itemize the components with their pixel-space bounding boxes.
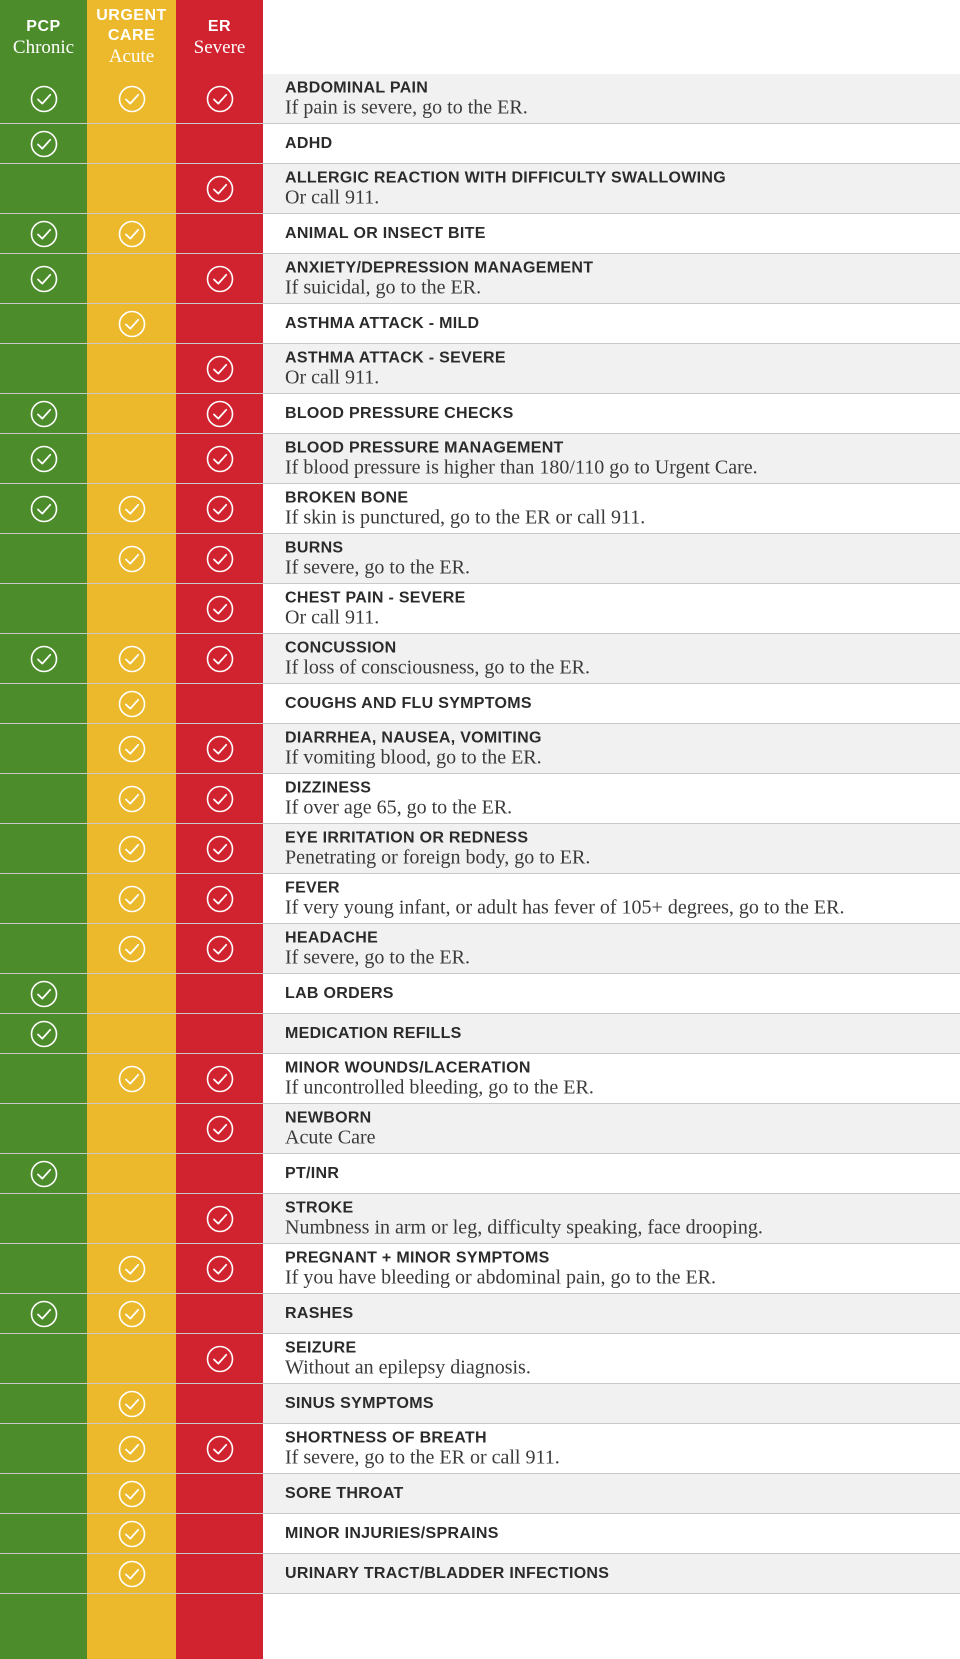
condition-row bbox=[0, 534, 960, 584]
er-cell bbox=[176, 874, 263, 923]
urgent-care-cell bbox=[87, 214, 176, 253]
urgent-care-cell bbox=[87, 634, 176, 683]
er-cell bbox=[176, 1554, 263, 1593]
pcp-cell bbox=[0, 394, 87, 433]
condition-row bbox=[0, 774, 960, 824]
condition-title: URINARY TRACT/BLADDER INFECTIONS bbox=[285, 1564, 610, 1582]
urgent-care-header-sub: Acute bbox=[108, 46, 155, 67]
pcp-check-circle-icon bbox=[30, 980, 58, 1008]
condition-text bbox=[285, 985, 940, 1003]
condition-row bbox=[0, 1334, 960, 1384]
condition-text bbox=[285, 225, 940, 243]
condition-row bbox=[0, 974, 960, 1014]
condition-row bbox=[0, 394, 960, 434]
urgent-care-check-circle-icon bbox=[118, 785, 146, 813]
condition-row bbox=[0, 584, 960, 634]
urgent-care-cell bbox=[87, 724, 176, 773]
condition-title: ANXIETY/DEPRESSION MANAGEMENT bbox=[285, 259, 594, 276]
urgent-care-cell bbox=[87, 344, 176, 393]
condition-title: RASHES bbox=[285, 1304, 354, 1322]
urgent-care-cell bbox=[87, 1514, 176, 1553]
urgent-care-check-circle-icon bbox=[118, 735, 146, 763]
pcp-cell bbox=[0, 1424, 87, 1473]
pcp-check-circle-icon bbox=[30, 400, 58, 428]
urgent-care-check-circle-icon bbox=[118, 645, 146, 673]
urgent-care-cell bbox=[87, 1554, 176, 1593]
condition-text bbox=[285, 1305, 940, 1323]
er-cell bbox=[176, 1294, 263, 1333]
condition-title: CHEST PAIN - SEVERE bbox=[285, 589, 466, 606]
er-cell bbox=[176, 1014, 263, 1053]
condition-text bbox=[285, 1199, 940, 1238]
condition-note: If very young infant, or adult has fever of 105+ degrees, go to the ER. bbox=[285, 896, 845, 918]
pcp-check-circle-icon bbox=[30, 1300, 58, 1328]
condition-note: Or call 911. bbox=[285, 366, 380, 388]
urgent-care-cell bbox=[87, 1384, 176, 1423]
pcp-cell bbox=[0, 1244, 87, 1293]
pcp-cell bbox=[0, 254, 87, 303]
condition-text bbox=[285, 929, 940, 968]
urgent-care-check-circle-icon bbox=[118, 1520, 146, 1548]
pcp-cell bbox=[0, 214, 87, 253]
pcp-cell bbox=[0, 74, 87, 123]
condition-row bbox=[0, 1104, 960, 1154]
condition-title: BROKEN BONE bbox=[285, 489, 409, 506]
condition-row bbox=[0, 1014, 960, 1054]
urgent-care-cell bbox=[87, 74, 176, 123]
condition-note: If suicidal, go to the ER. bbox=[285, 276, 482, 298]
condition-title: ASTHMA ATTACK - SEVERE bbox=[285, 349, 506, 366]
urgent-care-cell bbox=[87, 774, 176, 823]
er-check-circle-icon bbox=[206, 175, 234, 203]
pcp-cell bbox=[0, 484, 87, 533]
condition-row bbox=[0, 214, 960, 254]
condition-text bbox=[285, 829, 940, 868]
condition-text bbox=[285, 879, 940, 918]
pcp-header-name: PCP bbox=[26, 18, 61, 35]
condition-note: Numbness in arm or leg, difficulty speaking, face drooping. bbox=[285, 1216, 763, 1238]
pcp-cell bbox=[0, 774, 87, 823]
er-cell bbox=[176, 1154, 263, 1193]
condition-row bbox=[0, 924, 960, 974]
condition-text bbox=[285, 169, 940, 208]
condition-row bbox=[0, 634, 960, 684]
condition-text bbox=[285, 439, 940, 478]
condition-row bbox=[0, 434, 960, 484]
condition-row bbox=[0, 1244, 960, 1294]
er-check-circle-icon bbox=[206, 735, 234, 763]
condition-note: Without an epilepsy diagnosis. bbox=[285, 1356, 531, 1378]
condition-note: If over age 65, go to the ER. bbox=[285, 796, 513, 818]
urgent-care-cell bbox=[87, 394, 176, 433]
condition-row bbox=[0, 1054, 960, 1104]
condition-row bbox=[0, 1384, 960, 1424]
pcp-check-circle-icon bbox=[30, 1020, 58, 1048]
condition-note: If pain is severe, go to the ER. bbox=[285, 96, 528, 118]
condition-title: COUGHS AND FLU SYMPTOMS bbox=[285, 694, 532, 712]
pcp-check-circle-icon bbox=[30, 645, 58, 673]
condition-note: If severe, go to the ER. bbox=[285, 556, 470, 578]
urgent-care-check-circle-icon bbox=[118, 885, 146, 913]
pcp-cell bbox=[0, 584, 87, 633]
urgent-care-cell bbox=[87, 1424, 176, 1473]
urgent-care-check-circle-icon bbox=[118, 1255, 146, 1283]
pcp-cell bbox=[0, 634, 87, 683]
condition-row bbox=[0, 1474, 960, 1514]
er-cell bbox=[176, 534, 263, 583]
condition-row bbox=[0, 684, 960, 724]
er-check-circle-icon bbox=[206, 545, 234, 573]
condition-text bbox=[285, 1109, 940, 1148]
condition-row bbox=[0, 254, 960, 304]
urgent-care-header bbox=[87, 0, 176, 74]
pcp-cell bbox=[0, 1554, 87, 1593]
pcp-check-circle-icon bbox=[30, 130, 58, 158]
urgent-care-cell bbox=[87, 1054, 176, 1103]
er-cell bbox=[176, 924, 263, 973]
er-cell bbox=[176, 434, 263, 483]
condition-title: NEWBORN bbox=[285, 1109, 372, 1126]
condition-title: SHORTNESS OF BREATH bbox=[285, 1429, 487, 1446]
urgent-care-cell bbox=[87, 1194, 176, 1243]
condition-text bbox=[285, 589, 940, 628]
er-cell bbox=[176, 164, 263, 213]
er-check-circle-icon bbox=[206, 400, 234, 428]
pcp-cell bbox=[0, 1474, 87, 1513]
condition-note: If severe, go to the ER or call 911. bbox=[285, 1446, 560, 1468]
pcp-check-circle-icon bbox=[30, 495, 58, 523]
pcp-header-sub: Chronic bbox=[12, 37, 75, 58]
condition-title: FEVER bbox=[285, 879, 340, 896]
condition-title: BLOOD PRESSURE CHECKS bbox=[285, 404, 514, 422]
pcp-cell bbox=[0, 874, 87, 923]
er-cell bbox=[176, 124, 263, 163]
condition-text bbox=[285, 1565, 940, 1583]
urgent-care-cell bbox=[87, 484, 176, 533]
er-check-circle-icon bbox=[206, 355, 234, 383]
condition-title: MINOR INJURIES/SPRAINS bbox=[285, 1524, 499, 1542]
pcp-cell bbox=[0, 344, 87, 393]
pcp-check-circle-icon bbox=[30, 445, 58, 473]
er-cell bbox=[176, 1474, 263, 1513]
urgent-care-cell bbox=[87, 434, 176, 483]
condition-note: If uncontrolled bleeding, go to the ER. bbox=[285, 1076, 594, 1098]
urgent-care-cell bbox=[87, 1244, 176, 1293]
er-cell bbox=[176, 634, 263, 683]
condition-text bbox=[285, 1395, 940, 1413]
er-cell bbox=[176, 824, 263, 873]
condition-text bbox=[285, 1429, 940, 1468]
urgent-care-check-circle-icon bbox=[118, 310, 146, 338]
condition-row bbox=[0, 1514, 960, 1554]
condition-row bbox=[0, 164, 960, 214]
urgent-care-cell bbox=[87, 924, 176, 973]
condition-text bbox=[285, 1059, 940, 1098]
condition-text bbox=[285, 539, 940, 578]
er-check-circle-icon bbox=[206, 85, 234, 113]
pcp-cell bbox=[0, 1054, 87, 1103]
er-cell bbox=[176, 304, 263, 343]
condition-text bbox=[285, 639, 940, 678]
er-check-circle-icon bbox=[206, 1065, 234, 1093]
pcp-header bbox=[0, 0, 87, 74]
pcp-cell bbox=[0, 724, 87, 773]
er-check-circle-icon bbox=[206, 885, 234, 913]
urgent-care-check-circle-icon bbox=[118, 545, 146, 573]
urgent-care-cell bbox=[87, 164, 176, 213]
urgent-care-check-circle-icon bbox=[118, 690, 146, 718]
urgent-care-check-circle-icon bbox=[118, 1480, 146, 1508]
pcp-cell bbox=[0, 534, 87, 583]
er-cell bbox=[176, 1054, 263, 1103]
condition-row bbox=[0, 1154, 960, 1194]
urgent-care-cell bbox=[87, 534, 176, 583]
pcp-cell bbox=[0, 434, 87, 483]
urgent-care-cell bbox=[87, 1104, 176, 1153]
pcp-cell bbox=[0, 974, 87, 1013]
condition-text bbox=[285, 79, 940, 118]
er-cell bbox=[176, 344, 263, 393]
condition-text bbox=[285, 259, 940, 298]
urgent-care-cell bbox=[87, 1154, 176, 1193]
condition-title: BLOOD PRESSURE MANAGEMENT bbox=[285, 439, 564, 456]
er-check-circle-icon bbox=[206, 1115, 234, 1143]
er-check-circle-icon bbox=[206, 445, 234, 473]
pcp-cell bbox=[0, 1014, 87, 1053]
er-check-circle-icon bbox=[206, 785, 234, 813]
pcp-cell bbox=[0, 124, 87, 163]
er-cell bbox=[176, 1424, 263, 1473]
urgent-care-check-circle-icon bbox=[118, 1390, 146, 1418]
condition-row bbox=[0, 1294, 960, 1334]
urgent-care-check-circle-icon bbox=[118, 1435, 146, 1463]
condition-list bbox=[0, 74, 960, 1594]
er-cell bbox=[176, 254, 263, 303]
er-cell bbox=[176, 1104, 263, 1153]
condition-note: If blood pressure is higher than 180/110 go to Urgent Care. bbox=[285, 456, 758, 478]
er-cell bbox=[176, 394, 263, 433]
condition-note: Acute Care bbox=[285, 1126, 376, 1148]
er-check-circle-icon bbox=[206, 935, 234, 963]
urgent-care-cell bbox=[87, 684, 176, 723]
pcp-cell bbox=[0, 1294, 87, 1333]
condition-text bbox=[285, 729, 940, 768]
pcp-check-circle-icon bbox=[30, 265, 58, 293]
urgent-care-check-circle-icon bbox=[118, 935, 146, 963]
condition-title: PREGNANT + MINOR SYMPTOMS bbox=[285, 1249, 550, 1266]
condition-text bbox=[285, 779, 940, 818]
pcp-cell bbox=[0, 1334, 87, 1383]
condition-note: Penetrating or foreign body, go to ER. bbox=[285, 846, 591, 868]
er-cell bbox=[176, 214, 263, 253]
column-header bbox=[0, 0, 263, 74]
er-cell bbox=[176, 724, 263, 773]
condition-row bbox=[0, 724, 960, 774]
er-cell bbox=[176, 1514, 263, 1553]
pcp-cell bbox=[0, 1104, 87, 1153]
condition-text bbox=[285, 489, 940, 528]
er-cell bbox=[176, 974, 263, 1013]
urgent-care-cell bbox=[87, 254, 176, 303]
condition-title: DIZZINESS bbox=[285, 779, 372, 796]
urgent-care-cell bbox=[87, 1474, 176, 1513]
er-cell bbox=[176, 484, 263, 533]
condition-text bbox=[285, 1025, 940, 1043]
condition-text bbox=[285, 1249, 940, 1288]
condition-note: Or call 911. bbox=[285, 186, 380, 208]
pcp-cell bbox=[0, 1384, 87, 1423]
condition-row bbox=[0, 304, 960, 344]
condition-note: Or call 911. bbox=[285, 606, 380, 628]
condition-title: SINUS SYMPTOMS bbox=[285, 1394, 434, 1412]
urgent-care-cell bbox=[87, 874, 176, 923]
condition-row bbox=[0, 124, 960, 164]
urgent-care-check-circle-icon bbox=[118, 1560, 146, 1588]
condition-title: ASTHMA ATTACK - MILD bbox=[285, 314, 480, 332]
er-check-circle-icon bbox=[206, 1435, 234, 1463]
condition-note: If loss of consciousness, go to the ER. bbox=[285, 656, 590, 678]
condition-note: If vomiting blood, go to the ER. bbox=[285, 746, 542, 768]
er-cell bbox=[176, 774, 263, 823]
urgent-care-check-circle-icon bbox=[118, 220, 146, 248]
pcp-cell bbox=[0, 304, 87, 343]
urgent-care-check-circle-icon bbox=[118, 835, 146, 863]
condition-text bbox=[285, 1485, 940, 1503]
condition-title: DIARRHEA, NAUSEA, VOMITING bbox=[285, 729, 542, 746]
er-header-name: ER bbox=[207, 18, 232, 35]
condition-row bbox=[0, 1554, 960, 1594]
er-check-circle-icon bbox=[206, 835, 234, 863]
condition-title: EYE IRRITATION OR REDNESS bbox=[285, 829, 529, 846]
urgent-care-cell bbox=[87, 1294, 176, 1333]
er-check-circle-icon bbox=[206, 265, 234, 293]
urgent-care-cell bbox=[87, 304, 176, 343]
urgent-care-check-circle-icon bbox=[118, 1065, 146, 1093]
condition-row bbox=[0, 484, 960, 534]
pcp-check-circle-icon bbox=[30, 85, 58, 113]
condition-row bbox=[0, 874, 960, 924]
er-cell bbox=[176, 1244, 263, 1293]
pcp-cell bbox=[0, 924, 87, 973]
condition-title: ADHD bbox=[285, 134, 333, 152]
condition-row bbox=[0, 824, 960, 874]
condition-title: ALLERGIC REACTION WITH DIFFICULTY SWALLOWING bbox=[285, 169, 727, 186]
condition-row bbox=[0, 344, 960, 394]
condition-text bbox=[285, 695, 940, 713]
condition-row bbox=[0, 1424, 960, 1474]
condition-title: SEIZURE bbox=[285, 1339, 357, 1356]
er-cell bbox=[176, 1384, 263, 1423]
urgent-care-cell bbox=[87, 124, 176, 163]
pcp-cell bbox=[0, 1194, 87, 1243]
condition-title: BURNS bbox=[285, 539, 344, 556]
condition-title: MINOR WOUNDS/LACERATION bbox=[285, 1059, 531, 1076]
condition-title: SORE THROAT bbox=[285, 1484, 404, 1502]
condition-title: HEADACHE bbox=[285, 929, 379, 946]
urgent-care-cell bbox=[87, 1014, 176, 1053]
er-check-circle-icon bbox=[206, 1345, 234, 1373]
pcp-cell bbox=[0, 1154, 87, 1193]
condition-note: If severe, go to the ER. bbox=[285, 946, 470, 968]
condition-text bbox=[285, 349, 940, 388]
pcp-check-circle-icon bbox=[30, 220, 58, 248]
er-cell bbox=[176, 1334, 263, 1383]
condition-text bbox=[285, 1165, 940, 1183]
er-check-circle-icon bbox=[206, 595, 234, 623]
urgent-care-check-circle-icon bbox=[118, 85, 146, 113]
pcp-cell bbox=[0, 684, 87, 723]
condition-note: If skin is punctured, go to the ER or call 911. bbox=[285, 506, 646, 528]
er-cell bbox=[176, 1194, 263, 1243]
condition-title: LAB ORDERS bbox=[285, 984, 394, 1002]
pcp-cell bbox=[0, 1514, 87, 1553]
condition-row bbox=[0, 74, 960, 124]
er-cell bbox=[176, 584, 263, 633]
condition-text bbox=[285, 405, 940, 423]
er-header bbox=[176, 0, 263, 74]
urgent-care-cell bbox=[87, 974, 176, 1013]
pcp-cell bbox=[0, 164, 87, 213]
condition-text bbox=[285, 1339, 940, 1378]
condition-title: ANIMAL OR INSECT BITE bbox=[285, 224, 486, 242]
condition-title: MEDICATION REFILLS bbox=[285, 1024, 462, 1042]
er-header-sub: Severe bbox=[193, 37, 246, 58]
er-check-circle-icon bbox=[206, 645, 234, 673]
condition-title: CONCUSSION bbox=[285, 639, 397, 656]
condition-title: STROKE bbox=[285, 1199, 354, 1216]
er-check-circle-icon bbox=[206, 1255, 234, 1283]
condition-text bbox=[285, 315, 940, 333]
urgent-care-cell bbox=[87, 824, 176, 873]
er-check-circle-icon bbox=[206, 1205, 234, 1233]
urgent-care-check-circle-icon bbox=[118, 1300, 146, 1328]
condition-text bbox=[285, 1525, 940, 1543]
er-cell bbox=[176, 74, 263, 123]
condition-title: ABDOMINAL PAIN bbox=[285, 79, 429, 96]
urgent-care-header-name: URGENT CARE bbox=[96, 7, 167, 44]
urgent-care-cell bbox=[87, 1334, 176, 1383]
condition-row bbox=[0, 1194, 960, 1244]
er-check-circle-icon bbox=[206, 495, 234, 523]
pcp-cell bbox=[0, 824, 87, 873]
condition-note: If you have bleeding or abdominal pain, go to the ER. bbox=[285, 1266, 717, 1288]
er-cell bbox=[176, 684, 263, 723]
condition-text bbox=[285, 135, 940, 153]
urgent-care-check-circle-icon bbox=[118, 495, 146, 523]
pcp-check-circle-icon bbox=[30, 1160, 58, 1188]
condition-title: PT/INR bbox=[285, 1164, 340, 1182]
urgent-care-cell bbox=[87, 584, 176, 633]
